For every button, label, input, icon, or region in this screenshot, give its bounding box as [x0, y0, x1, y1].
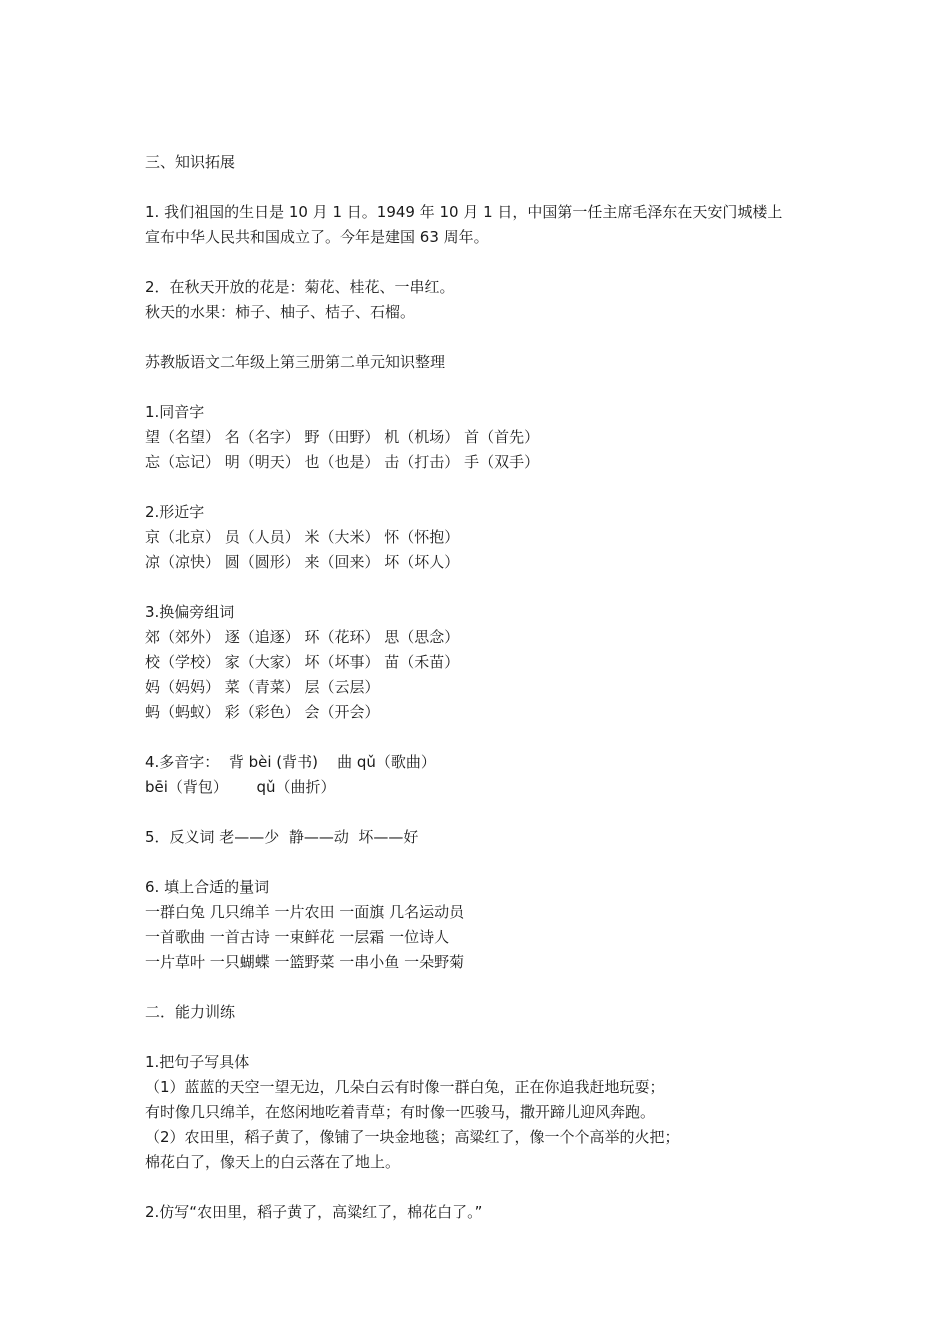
word-list-line: 郊（郊外） 逐（追逐） 环（花环） 思（思念） [145, 628, 460, 646]
subheading-radical-swap: 3.换偏旁组词 [145, 603, 235, 621]
blank-line [145, 725, 825, 750]
word-list-line: 校（学校） 家（大家） 坏（坏事） 苗（禾苗） [145, 653, 460, 671]
paragraph-line: 棉花白了，像天上的白云落在了地上。 [145, 1153, 401, 1171]
blank-line [145, 850, 825, 875]
subheading-homophones: 1.同音字 [145, 403, 205, 421]
blank-line [145, 1025, 825, 1050]
document-title: 苏教版语文二年级上第三册第二单元知识整理 [145, 353, 446, 371]
subheading-sentence-expansion: 1.把句子写具体 [145, 1053, 250, 1071]
blank-line [145, 1175, 825, 1200]
blank-line [145, 250, 825, 275]
blank-line [145, 475, 825, 500]
section-heading-knowledge-expansion: 三、知识拓展 [145, 153, 236, 171]
paragraph-line: 宣布中华人民共和国成立了。今年是建国 63 周年。 [145, 228, 489, 246]
word-list-line: bēi（背包） qǔ（曲折） [145, 778, 336, 796]
paragraph-line: （1）蓝蓝的天空一望无边，几朵白云有时像一群白兔，正在你追我赶地玩耍； [145, 1078, 665, 1096]
blank-line [145, 575, 825, 600]
word-list-line: 蚂（蚂蚁） 彩（彩色） 会（开会） [145, 703, 380, 721]
word-list-line: 一片草叶 一只蝴蝶 一篮野菜 一串小鱼 一朵野菊 [145, 953, 465, 971]
paragraph-line: 秋天的水果：柿子、柚子、桔子、石榴。 [145, 303, 416, 321]
paragraph-line: （2）农田里，稻子黄了，像铺了一块金地毯；高粱红了，像一个个高举的火把； [145, 1128, 680, 1146]
paragraph-line: 2．在秋天开放的花是：菊花、桂花、一串红。 [145, 278, 455, 296]
paragraph-line: 1. 我们祖国的生日是 10 月 1 日。1949 年 10 月 1 日，中国第一任主席毛泽东在天安门城楼上 [145, 203, 783, 221]
blank-line [145, 975, 825, 1000]
blank-line [145, 375, 825, 400]
word-list-line: 凉（凉快） 圆（圆形） 来（回来） 坏（坏人） [145, 553, 460, 571]
word-list-line: 望（名望） 名（名字） 野（田野） 机（机场） 首（首先） [145, 428, 540, 446]
blank-line [145, 800, 825, 825]
word-list-line: 京（北京） 员（人员） 米（大米） 怀（怀抱） [145, 528, 460, 546]
subheading-measure-words: 6. 填上合适的量词 [145, 878, 270, 896]
blank-line [145, 325, 825, 350]
paragraph-line: 有时像几只绵羊，在悠闲地吃着青草；有时像一匹骏马，撒开蹄儿迎风奔跑。 [145, 1103, 656, 1121]
word-list-line: 忘（忘记） 明（明天） 也（也是） 击（打击） 手（双手） [145, 453, 540, 471]
section-heading-ability-training: 二．能力训练 [145, 1003, 236, 1021]
word-list-line: 妈（妈妈） 菜（青菜） 层（云层） [145, 678, 380, 696]
subheading-polyphonic: 4.多音字： 背 bèi (背书) 曲 qǔ（歌曲） [145, 753, 436, 771]
antonyms-line: 5．反义词 老——少 静——动 坏——好 [145, 828, 419, 846]
word-list-line: 一首歌曲 一首古诗 一束鲜花 一层霜 一位诗人 [145, 928, 450, 946]
word-list-line: 一群白兔 几只绵羊 一片农田 一面旗 几名运动员 [145, 903, 465, 921]
document-body [145, 150, 825, 1225]
subheading-similar-characters: 2.形近字 [145, 503, 205, 521]
subheading-imitation-writing: 2.仿写“农田里，稻子黄了，高粱红了，棉花白了。” [145, 1203, 483, 1221]
blank-line [145, 175, 825, 200]
